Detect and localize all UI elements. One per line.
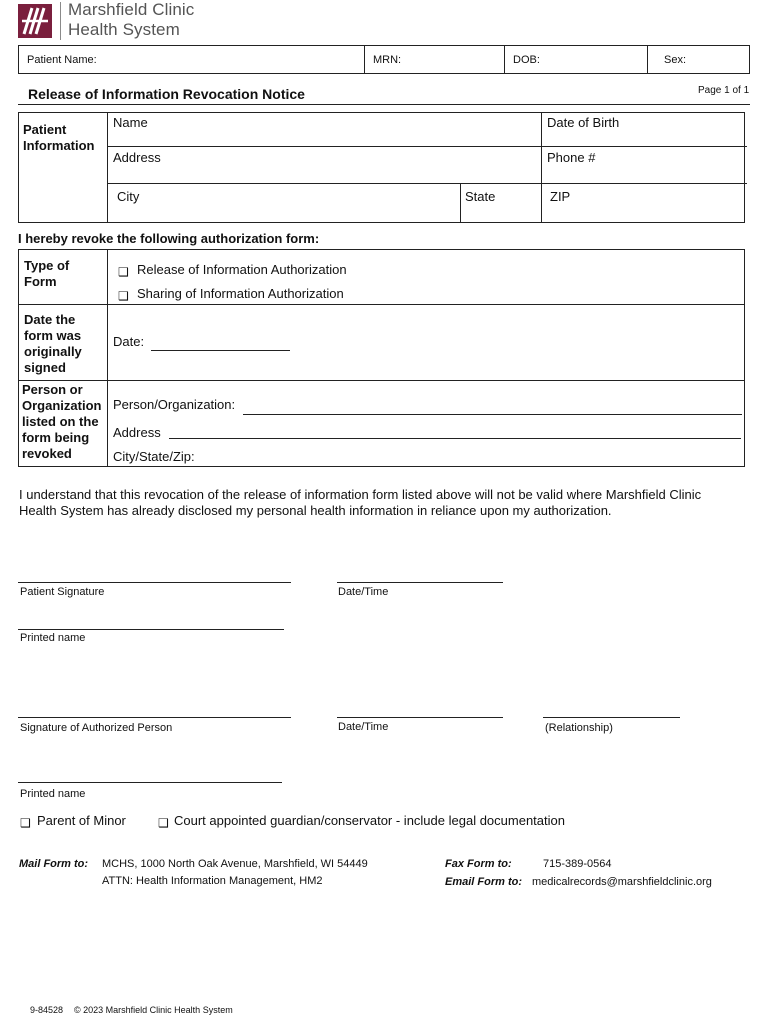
- page-number: Page 1 of 1: [698, 85, 750, 96]
- authorized-signature-label: Signature of Authorized Person: [20, 722, 173, 734]
- copyright: © 2023 Marshfield Clinic Health System: [74, 1005, 233, 1015]
- form-number: 9-84528: [30, 1005, 64, 1015]
- revoke-address-input[interactable]: [169, 438, 741, 439]
- date-time-line-2[interactable]: [337, 717, 503, 718]
- revoke-row-line-2: [18, 380, 745, 381]
- statement-line-2: Health System has already disclosed my personal health information in reliance upon my authorization.: [19, 503, 612, 518]
- type-label-2: Form: [24, 274, 57, 289]
- person-label-3: listed on the: [22, 414, 99, 429]
- guardian-checkbox[interactable]: ❑: [158, 816, 169, 830]
- state-field[interactable]: State: [465, 189, 496, 204]
- revoke-divider: [107, 249, 108, 467]
- revoke-heading: I hereby revoke the following authorization form:: [18, 231, 320, 246]
- patient-header-row: [18, 45, 750, 74]
- release-authorization-checkbox[interactable]: ❑: [118, 265, 129, 279]
- city-field[interactable]: City: [117, 189, 140, 204]
- date-label-2: form was: [24, 328, 82, 343]
- pi-row-line-1: [107, 146, 747, 147]
- pi-row-line-2: [107, 183, 747, 184]
- patient-signature-line[interactable]: [18, 582, 291, 583]
- mail-address-line-1: MCHS, 1000 North Oak Avenue, Marshfield, WI 54449: [102, 858, 368, 870]
- email-address[interactable]: medicalrecords@marshfieldclinic.org: [532, 876, 712, 888]
- city-state-zip-label: City/State/Zip:: [113, 449, 195, 464]
- mail-form-label: Mail Form to:: [19, 858, 89, 870]
- person-label-2: Organization: [22, 398, 102, 413]
- printed-name-line-1[interactable]: [18, 629, 284, 630]
- patient-signature-label: Patient Signature: [20, 586, 105, 598]
- patient-name-cell[interactable]: [19, 46, 364, 73]
- release-authorization-label: Release of Information Authorization: [137, 262, 347, 277]
- date-label-1: Date the: [24, 312, 76, 327]
- dob-cell[interactable]: [504, 46, 649, 73]
- form-title: Release of Information Revocation Notice: [28, 86, 305, 102]
- mail-address-line-2: ATTN: Health Information Management, HM2: [102, 875, 323, 887]
- person-organization-input[interactable]: [243, 414, 742, 415]
- person-label-1: Person or: [22, 382, 83, 397]
- date-time-label-2: Date/Time: [338, 721, 389, 733]
- phone-field[interactable]: Phone #: [547, 150, 596, 165]
- date-time-label-1: Date/Time: [338, 586, 389, 598]
- relationship-line[interactable]: [543, 717, 680, 718]
- mrn-label: MRN:: [373, 54, 402, 66]
- dob-label: DOB:: [513, 54, 540, 66]
- date-signed-label: Date:: [113, 334, 145, 349]
- logo-divider: [60, 2, 61, 40]
- date-time-line-1[interactable]: [337, 582, 503, 583]
- pi-col-line: [541, 112, 542, 223]
- pi-divider: [107, 112, 108, 223]
- address-field[interactable]: Address: [113, 150, 161, 165]
- parent-of-minor-label: Parent of Minor: [37, 813, 126, 828]
- patient-info-label-1: Patient: [23, 122, 67, 137]
- parent-of-minor-checkbox[interactable]: ❑: [20, 816, 31, 830]
- revoke-row-line-1: [18, 304, 745, 305]
- printed-name-line-2[interactable]: [18, 782, 282, 783]
- mrn-cell[interactable]: [364, 46, 504, 73]
- statement-line-1: I understand that this revocation of the release of information form listed above will not be valid where Marshfield Clinic: [19, 487, 702, 502]
- relationship-label: (Relationship): [545, 722, 613, 734]
- org-name-line-1: Marshfield Clinic: [68, 0, 195, 19]
- date-signed-input[interactable]: [151, 350, 290, 351]
- guardian-label: Court appointed guardian/conservator - include legal documentation: [174, 813, 565, 828]
- type-label-1: Type of: [24, 258, 70, 273]
- patient-info-label-2: Information: [23, 138, 95, 153]
- date-label-3: originally: [24, 344, 82, 359]
- person-label-5: revoked: [22, 446, 72, 461]
- sharing-authorization-checkbox[interactable]: ❑: [118, 289, 129, 303]
- pi-state-line: [460, 183, 461, 223]
- person-label-4: form being: [22, 430, 90, 445]
- sex-cell[interactable]: [647, 46, 749, 73]
- revoke-address-label: Address: [113, 425, 161, 440]
- marshfield-logo-icon: [18, 4, 52, 38]
- patient-name-label: Patient Name:: [27, 54, 97, 66]
- authorized-signature-line[interactable]: [18, 717, 291, 718]
- sharing-authorization-label: Sharing of Information Authorization: [137, 286, 344, 301]
- sex-label: Sex:: [664, 54, 687, 66]
- fax-number: 715-389-0564: [543, 858, 612, 870]
- date-label-4: signed: [24, 360, 66, 375]
- org-name-line-2: Health System: [68, 20, 180, 39]
- printed-name-label-1: Printed name: [20, 632, 86, 644]
- date-of-birth-field[interactable]: Date of Birth: [547, 115, 620, 130]
- zip-field[interactable]: ZIP: [550, 189, 571, 204]
- revocation-statement: [19, 487, 754, 519]
- person-organization-label: Person/Organization:: [113, 397, 236, 412]
- name-field[interactable]: Name: [113, 115, 148, 130]
- title-rule: [18, 104, 750, 105]
- email-form-label: Email Form to:: [445, 876, 523, 888]
- printed-name-label-2: Printed name: [20, 788, 86, 800]
- fax-form-label: Fax Form to:: [445, 858, 512, 870]
